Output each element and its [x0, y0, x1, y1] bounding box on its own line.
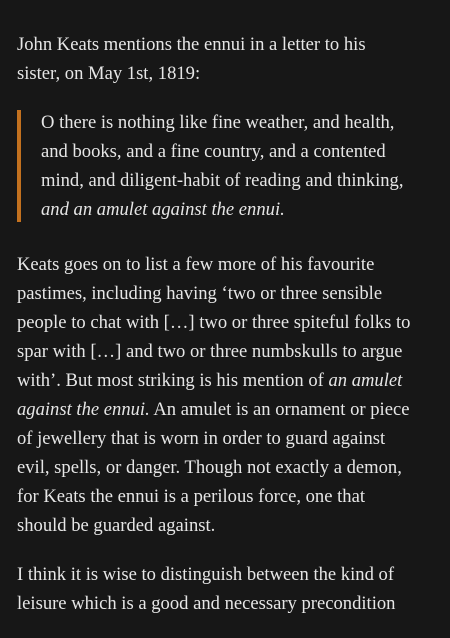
text-line: of jewellery that is worn in order to guard against: [17, 428, 386, 449]
quote-line: mind, and diligent-habit of reading and thinking,: [41, 170, 404, 191]
text-line: [17, 366, 437, 395]
emphasis: against the ennui.: [17, 399, 150, 420]
blockquote: [17, 108, 437, 224]
text-line: pastimes, including having ‘two or three sensible: [17, 283, 383, 304]
text-line: leisure which is a good and necessary precondition: [17, 593, 396, 614]
text-line: evil, spells, or danger. Though not exactly a demon,: [17, 457, 402, 478]
article-body: [17, 30, 437, 638]
emphasis: an amulet: [328, 370, 403, 391]
intro-paragraph: [17, 30, 437, 88]
quote-accent-bar: [17, 110, 21, 222]
text-line: I think it is wise to distinguish between the kind of: [17, 564, 395, 585]
text-fragment: An amulet is an ornament or piece: [149, 399, 410, 420]
quote-line: and books, and a fine country, and a contented: [41, 141, 386, 162]
quote-line: O there is nothing like fine weather, and health,: [41, 112, 395, 133]
text-line: spar with […] and two or three numbskulls to argue: [17, 341, 403, 362]
quote-line-italic: [41, 195, 437, 224]
text-fragment: with’. But most striking is his mention of: [17, 370, 329, 391]
quote-emphasis: and an amulet against the ennui.: [41, 199, 285, 220]
body-paragraph-3: [17, 560, 437, 618]
text-line: for Keats the ennui is a perilous force, one that: [17, 486, 365, 507]
text-line: people to chat with […] two or three spiteful folks to: [17, 312, 411, 333]
text-line: should be guarded against.: [17, 515, 216, 536]
body-paragraph-2: [17, 250, 437, 540]
text-line: John Keats mentions the ennui in a letter to his: [17, 34, 366, 55]
text-line: sister, on May 1st, 1819:: [17, 63, 201, 84]
text-line: [17, 395, 437, 424]
text-line: Keats goes on to list a few more of his favourite: [17, 254, 375, 275]
